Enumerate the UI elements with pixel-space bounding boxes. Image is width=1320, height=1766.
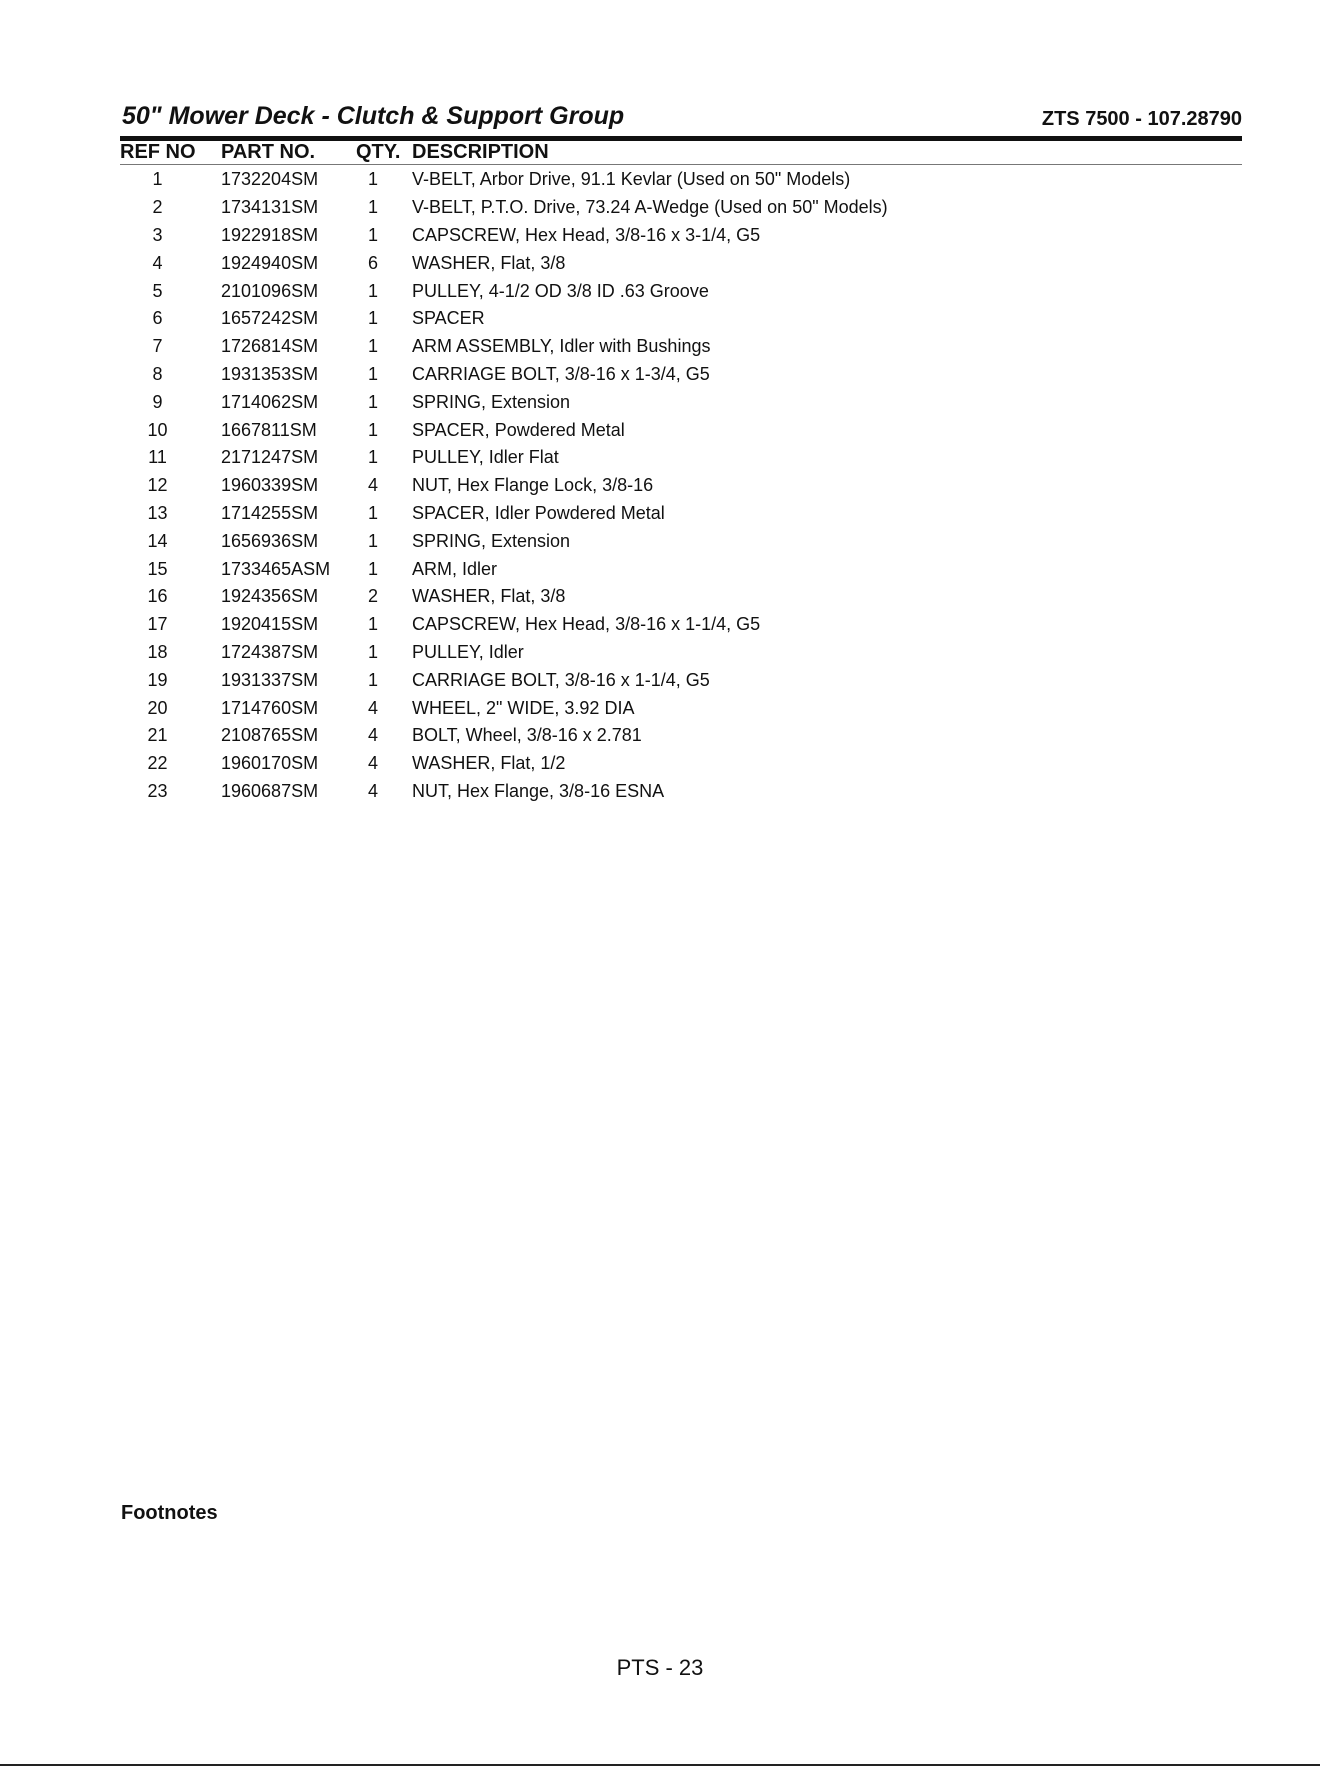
column-header-description: DESCRIPTION	[412, 141, 549, 163]
cell-ref-no: 14	[147, 530, 168, 551]
cell-ref-no: 10	[147, 419, 168, 440]
cell-qty: 4	[368, 725, 379, 746]
cell-description: ARM ASSEMBLY, Idler with Bushings	[412, 336, 711, 357]
cell-description: SPRING, Extension	[412, 391, 571, 412]
cell-part-no: 1924356SM	[221, 586, 319, 607]
cell-description: PULLEY, Idler Flat	[412, 447, 559, 468]
cell-qty: 1	[368, 363, 379, 384]
cell-ref-no: 15	[147, 558, 168, 579]
cell-description: ARM, Idler	[412, 558, 498, 579]
page-title: 50" Mower Deck - Clutch & Support Group	[122, 102, 625, 130]
table-row	[120, 444, 1242, 472]
cell-description: SPACER, Idler Powdered Metal	[412, 502, 665, 523]
cell-part-no: 1922918SM	[221, 224, 319, 245]
table-row	[120, 694, 1242, 722]
cell-ref-no: 7	[152, 336, 163, 357]
page-number: PTS - 23	[616, 1655, 704, 1680]
cell-ref-no: 17	[147, 614, 168, 635]
cell-ref-no: 11	[148, 447, 167, 468]
table-row	[120, 305, 1242, 333]
table-row	[120, 388, 1242, 416]
table-row	[120, 778, 1242, 806]
cell-qty: 1	[368, 447, 379, 468]
cell-qty: 4	[368, 475, 379, 496]
cell-ref-no: 13	[147, 502, 168, 523]
table-row	[120, 722, 1242, 750]
cell-part-no: 1733465ASM	[221, 558, 331, 579]
table-row	[120, 750, 1242, 778]
cell-qty: 1	[368, 197, 379, 218]
cell-part-no: 2101096SM	[221, 280, 319, 301]
cell-description: PULLEY, Idler	[412, 641, 524, 662]
cell-description: WASHER, Flat, 3/8	[412, 252, 566, 273]
cell-qty: 1	[368, 308, 379, 329]
cell-part-no: 1714062SM	[221, 391, 319, 412]
cell-part-no: 1960687SM	[221, 780, 319, 801]
cell-ref-no: 2	[152, 197, 163, 218]
cell-description: WHEEL, 2" WIDE, 3.92 DIA	[412, 697, 635, 718]
cell-qty: 1	[368, 641, 379, 662]
cell-part-no: 1960339SM	[221, 475, 319, 496]
parts-table-body	[120, 164, 1242, 805]
cell-ref-no: 22	[147, 753, 168, 774]
cell-description: CARRIAGE BOLT, 3/8-16 x 1-1/4, G5	[412, 669, 710, 690]
cell-part-no: 1960170SM	[221, 753, 319, 774]
cell-qty: 1	[368, 530, 379, 551]
cell-description: PULLEY, 4-1/2 OD 3/8 ID .63 Groove	[412, 280, 709, 301]
cell-description: SPRING, Extension	[412, 530, 571, 551]
cell-ref-no: 3	[152, 224, 163, 245]
table-row	[120, 527, 1242, 555]
cell-qty: 4	[368, 780, 379, 801]
cell-part-no: 2171247SM	[221, 447, 319, 468]
cell-qty: 1	[368, 669, 379, 690]
table-header-row	[120, 141, 1242, 164]
cell-part-no: 1931353SM	[221, 363, 319, 384]
cell-part-no: 1714255SM	[221, 502, 319, 523]
table-row	[120, 500, 1242, 528]
cell-ref-no: 23	[147, 780, 168, 801]
cell-qty: 1	[368, 558, 379, 579]
column-header-part-no: PART NO.	[221, 141, 316, 163]
footnotes-heading: Footnotes	[121, 1502, 218, 1524]
cell-ref-no: 19	[147, 669, 168, 690]
table-row	[120, 361, 1242, 389]
cell-qty: 2	[368, 586, 379, 607]
cell-ref-no: 20	[147, 697, 168, 718]
cell-qty: 6	[368, 252, 379, 273]
cell-ref-no: 1	[152, 169, 163, 190]
cell-qty: 1	[368, 169, 379, 190]
cell-description: SPACER	[412, 308, 485, 329]
cell-qty: 1	[368, 280, 379, 301]
cell-description: WASHER, Flat, 3/8	[412, 586, 566, 607]
cell-ref-no: 16	[147, 586, 168, 607]
cell-ref-no: 12	[147, 475, 168, 496]
cell-qty: 1	[368, 391, 379, 412]
cell-description: V-BELT, P.T.O. Drive, 73.24 A-Wedge (Used on 50" Models)	[412, 197, 888, 218]
cell-description: WASHER, Flat, 1/2	[412, 753, 566, 774]
cell-part-no: 1734131SM	[221, 197, 319, 218]
model-reference: ZTS 7500 - 107.28790	[1041, 108, 1242, 130]
cell-description: NUT, Hex Flange, 3/8-16 ESNA	[412, 780, 665, 801]
cell-part-no: 1732204SM	[221, 169, 319, 190]
cell-ref-no: 6	[152, 308, 163, 329]
cell-part-no: 1656936SM	[221, 530, 319, 551]
cell-part-no: 1931337SM	[221, 669, 319, 690]
cell-qty: 1	[368, 502, 379, 523]
table-row	[120, 277, 1242, 305]
cell-description: V-BELT, Arbor Drive, 91.1 Kevlar (Used on 50" Models)	[412, 169, 851, 190]
cell-qty: 1	[368, 336, 379, 357]
column-header-ref-no: REF NO	[120, 141, 196, 163]
cell-part-no: 1924940SM	[221, 252, 319, 273]
cell-ref-no: 21	[147, 725, 168, 746]
cell-ref-no: 9	[152, 391, 163, 412]
cell-description: NUT, Hex Flange Lock, 3/8-16	[412, 475, 654, 496]
table-row	[120, 222, 1242, 250]
cell-qty: 4	[368, 753, 379, 774]
cell-part-no: 1724387SM	[221, 641, 319, 662]
cell-ref-no: 5	[152, 280, 163, 301]
cell-part-no: 1726814SM	[221, 336, 319, 357]
cell-part-no: 2108765SM	[221, 725, 319, 746]
table-row	[120, 583, 1242, 611]
table-row	[120, 639, 1242, 667]
table-row	[120, 164, 1242, 194]
parts-table	[120, 141, 1242, 805]
cell-part-no: 1920415SM	[221, 614, 319, 635]
page-header	[120, 100, 1242, 136]
cell-ref-no: 8	[152, 363, 163, 384]
cell-ref-no: 4	[152, 252, 163, 273]
cell-part-no: 1714760SM	[221, 697, 319, 718]
table-row	[120, 249, 1242, 277]
table-row	[120, 611, 1242, 639]
cell-description: SPACER, Powdered Metal	[412, 419, 625, 440]
cell-description: BOLT, Wheel, 3/8-16 x 2.781	[412, 725, 642, 746]
cell-description: CARRIAGE BOLT, 3/8-16 x 1-3/4, G5	[412, 363, 710, 384]
table-row	[120, 666, 1242, 694]
cell-description: CAPSCREW, Hex Head, 3/8-16 x 1-1/4, G5	[412, 614, 761, 635]
cell-qty: 1	[368, 614, 379, 635]
table-row	[120, 472, 1242, 500]
cell-qty: 1	[368, 224, 379, 245]
column-header-qty: QTY.	[356, 141, 401, 163]
table-row	[120, 333, 1242, 361]
cell-part-no: 1657242SM	[221, 308, 319, 329]
table-row	[120, 555, 1242, 583]
cell-ref-no: 18	[147, 641, 168, 662]
table-row	[120, 194, 1242, 222]
cell-qty: 4	[368, 697, 379, 718]
cell-description: CAPSCREW, Hex Head, 3/8-16 x 3-1/4, G5	[412, 224, 761, 245]
cell-part-no: 1667811SM	[221, 419, 317, 440]
table-row	[120, 416, 1242, 444]
cell-qty: 1	[368, 419, 379, 440]
